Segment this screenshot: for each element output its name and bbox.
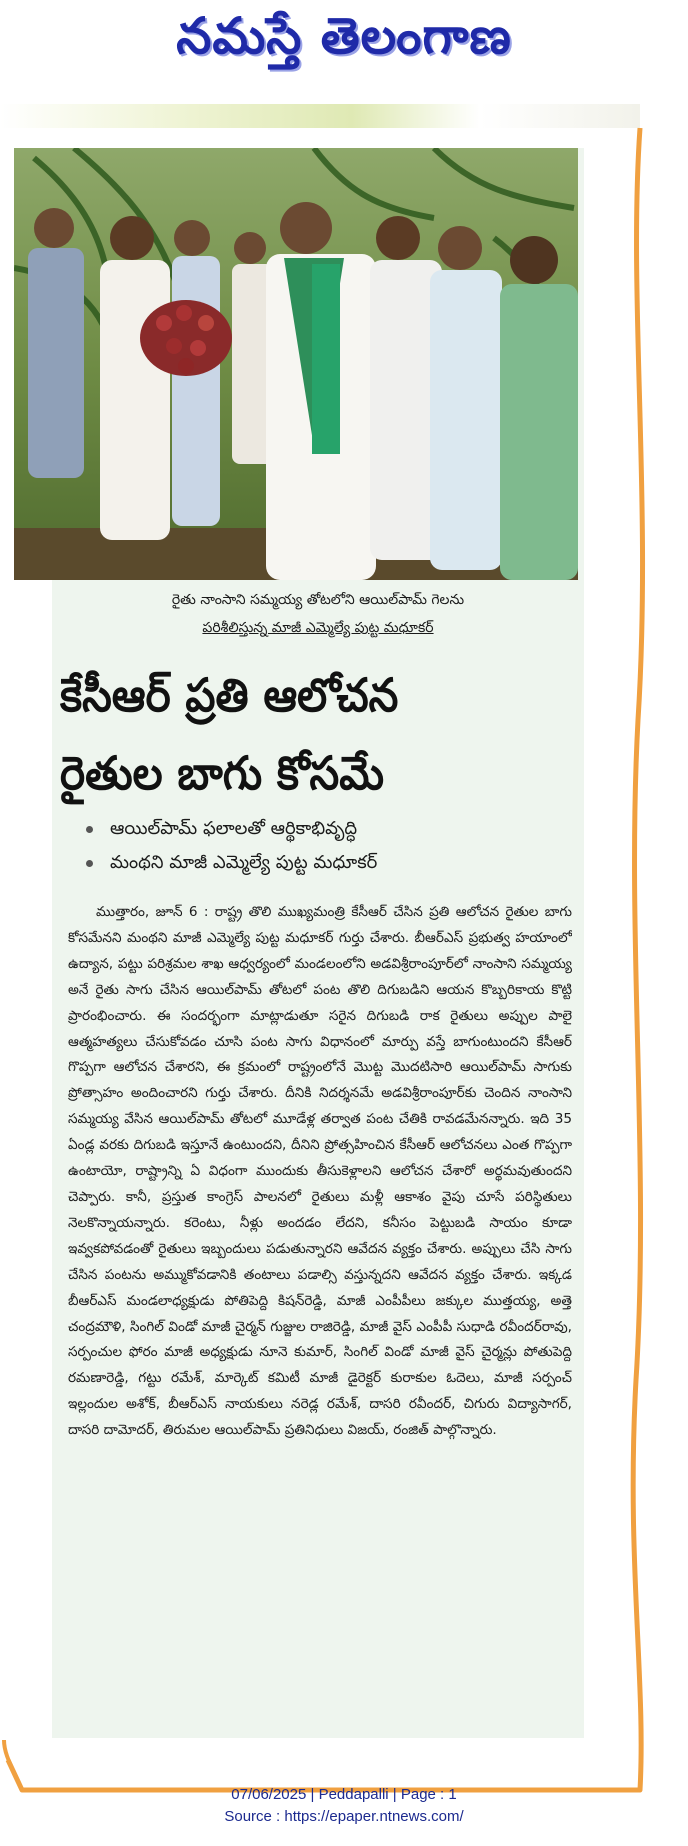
footer (0, 1784, 688, 1828)
caption-line-1: రైతు నాంసాని సమ్మయ్య తోటలోని ఆయిల్‌పామ్ గెలను (171, 592, 465, 608)
header-strip (0, 104, 640, 128)
article-photo (14, 148, 578, 580)
article-body: ముత్తారం, జూన్ 6 : రాష్ట్ర తొలి ముఖ్యమంత్రి కేసీఆర్ చేసిన ప్రతి ఆలోచన రైతుల బాగు కోసమేనని మంథని మాజీ ఎమ్మెల్యే పుట్ట మధూకర్ గుర్తు చేశారు. బీఆర్‌ఎస్ ప్రభుత్వ హయాంలో ఉద్యాన, పట్టు పరిశ్రమల శాఖ ఆధ్వర్యంలో మండలంలోని అడవిశ్రీరాంపూర్‌లో నాంసాని సమ్మయ్య అనే రైతు సాగు చేసిన ఆయిల్‌పామ్ తోటలో పంట తొలి దిగుబడిని ఆయన కొబ్బరికాయ కొట్టి ప్రారంభించారు. ఈ సందర్భంగా మాట్లాడుతూ సరైన దిగుబడి రాక రైతులు అప్పుల పాలై ఆత్మహత్యలు చేసుకోవడం చూసి పంట సాగు విధానంలో మార్పు వస్తే బాగుంటుందని కేసీఆర్ గొప్పగా ఆలోచన చేశారని, ఈ క్రమంలో రాష్ట్రంలోనే మొట్ట మొదటిసారి ఆయిల్‌పామ్ సాగుకు ప్రోత్సాహం అందించారని గుర్తు చేశారు. దీనికి నిదర్శనమే అడవిశ్రీరాంపూర్‌కు చెందిన నాంసాని సమ్మయ్య వేసిన ఆయిల్‌పామ్ తోటలో మూడేళ్ల తర్వాత పంట చేతికి రావడమేనన్నారు. ఇది 35 ఏండ్ల వరకు దిగుబడి ఇస్తూనే ఉంటుందని, దీనిని ప్రోత్సహించిన కేసీఆర్ ఆలోచనలు ఎంత గొప్పగా ఉంటాయో, రాష్ట్రాన్ని ఏ విధంగా ముందుకు తీసుకెళ్లాలని ఆలోచన చేశారో అర్థమవుతుందని చెప్పారు. కానీ, ప్రస్తుత కాంగ్రెస్ పాలనలో రైతులు మళ్లీ ఆకాశం వైపు చూసే పరిస్థితులు నెలకొన్నాయన్నారు. కరెంటు, నీళ్లు అందడం లేదని, కనీసం పెట్టుబడి సాయం కూడా ఇవ్వకపోవడంతో రైతులు ఇబ్బందులు పడుతున్నారని ఆవేదన వ్యక్తం చేశారు. అప్పులు చేసి సాగు చేసిన పంటను అమ్ముకోవడానికి తంటాలు పడాల్సి వస్తున్నదని ఆవేదన వ్యక్తం చేశారు. ఇక్కడ బీఆర్‌ఎస్ మండలాధ్యక్షుడు పోతిపెద్ది కిషన్‌రెడ్డి, మాజీ ఎంపీపీలు జక్కుల ముత్తయ్య, అత్తె చంద్రమౌళి, సింగిల్ విండో మాజీ చైర్మన్ గుజ్జుల రాజిరెడ్డి, మాజీ వైస్ ఎంపీపీ సుధాడి రవీందర్‌రావు, సర్పంచుల ఫోరం మాజీ అధ్యక్షుడు నూనె కుమార్, సింగిల్ విండో మాజీ వైస్ చైర్మన్లు పోతుపెద్ది రమణారెడ్డి, గట్టు రమేశ్, మార్కెట్ కమిటీ మాజీ డైరెక్టర్ కురాకుల ఓదెలు, మాజీ సర్పంచ్ ఇల్లందుల అశోక్, బీఆర్‌ఎస్ నాయకులు నరెడ్ల రమేశ్, దాసరి రవీందర్, చిగురు విద్యాసాగర్, దాసరి దామోదర్, తిరుమల ఆయిల్‌పామ్ ప్రతినిధులు విజయ్, రంజిత్ పాల్గొన్నారు. (68, 904, 572, 1439)
photo-illustration (14, 148, 578, 580)
masthead (0, 0, 688, 84)
newspaper-title: నమస్తే తెలంగాణ (176, 6, 512, 65)
headline-line-1: కేసీఆర్ ప్రతి ఆలోచన (60, 668, 399, 722)
article-headline (60, 656, 538, 812)
highlights-list (84, 812, 574, 880)
highlight-item: ఆయిల్‌పామ్ ఫలాలతో ఆర్థికాభివృద్ధి (84, 812, 574, 846)
footer-source: Source : https://epaper.ntnews.com/ (224, 1808, 464, 1825)
caption-line-2: పరిశీలిస్తున్న మాజీ ఎమ్మెల్యే పుట్ట మధూకర్ (202, 620, 434, 636)
photo-caption (52, 586, 584, 646)
highlight-item: మంథని మాజీ ఎమ్మెల్యే పుట్ట మధూకర్ (84, 846, 574, 880)
headline-line-2: రైతుల బాగు కోసమే (60, 746, 384, 800)
footer-date-page: 07/06/2025 | Peddapalli | Page : 1 (231, 1786, 457, 1803)
